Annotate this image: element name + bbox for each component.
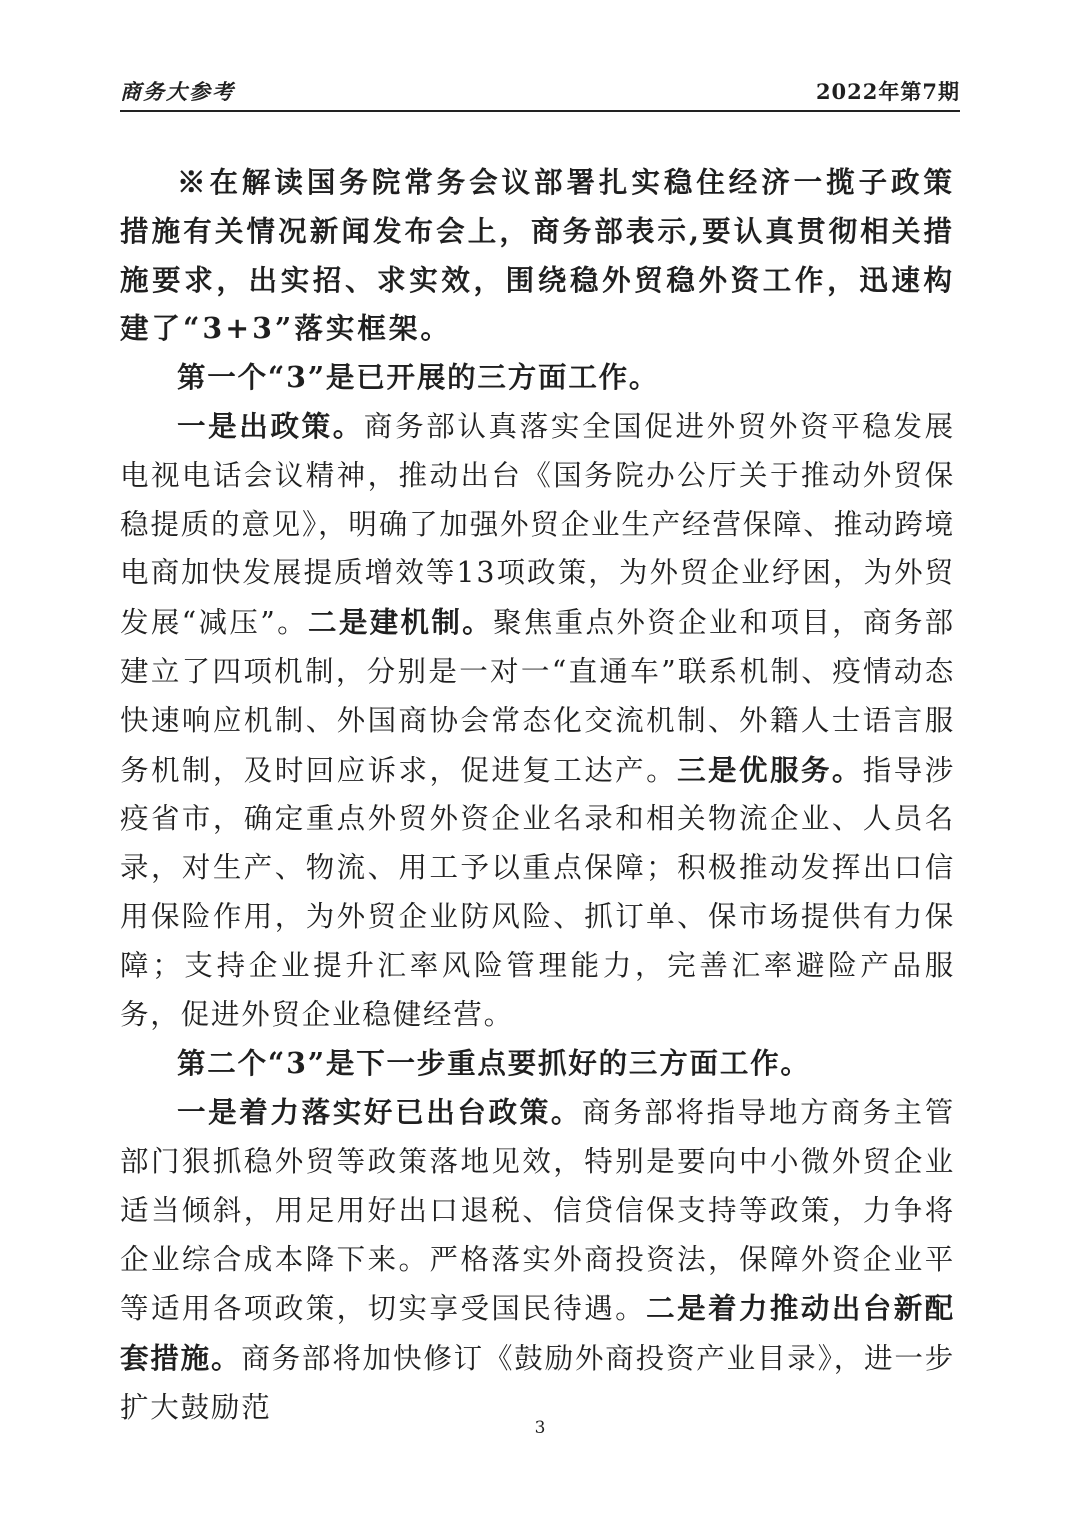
intro-paragraph: ※在解读国务院常务会议部署扎实稳住经济一揽子政策措施有关情况新闻发布会上，商务部表示,要认真贯彻相关措施要求，出实招、求实效，围绕稳外贸稳外资工作，迅速构建了“3+3”落实框架。	[120, 165, 955, 346]
section1-heading: 第一个“3”是已开展的三方面工作。	[177, 360, 660, 395]
section1-lead1: 一是出政策。	[177, 408, 364, 443]
issue-number: 2022年第7期	[815, 79, 960, 104]
section1-text1: 商务部认真落实全国促进外贸外资平稳发展电视电话会议精神，推动出台《国务院办公厅关于推动外贸保稳提质的意见》，明确了加强外贸企业生产经营保障、推动跨境电商加快发展提质增效等13项政策，为外贸企业纾困，为外贸发展“减压”。	[120, 409, 955, 640]
section2-text2: 商务部将加快修订《鼓励外商投资产业目录》，进一步扩大鼓励范	[120, 1342, 955, 1424]
section1-lead3: 三是优服务。	[677, 752, 863, 787]
article-body	[120, 158, 955, 1433]
section1-text3: 指导涉疫省市，确定重点外贸外资企业名录和相关物流企业、人员名录，对生产、物流、用工予以重点保障；积极推动发挥出口信用保险作用，为外贸企业防风险、抓订单、保市场提供有力保障；支持企业提升汇率风险管理能力，完善汇率避险产品服务，促进外贸企业稳健经营。	[120, 753, 955, 1031]
section2-heading: 第二个“3”是下一步重点要抓好的三方面工作。	[177, 1046, 811, 1081]
section2-text1: 商务部将指导地方商务主管部门狠抓稳外贸等政策落地见效，特别是要向中小微外贸企业适当倾斜，用足用好出口退税、信贷信保支持等政策，力争将企业综合成本降下来。严格落实外商投资法，保障外资企业平等适用各项政策，切实享受国民待遇。	[120, 1096, 955, 1326]
section1-lead2: 二是建机制。	[307, 605, 493, 640]
publication-name: 商务大参考	[120, 79, 235, 104]
section2-paragraph	[120, 1088, 955, 1433]
section2-lead2: 二是着力推动出台新配套措施。	[120, 1291, 955, 1376]
section1-text2: 聚焦重点外资企业和项目，商务部建立了四项机制，分别是一对一“直通车”联系机制、疫情动态快速响应机制、外国商协会常态化交流机制、外籍人士语言服务机制，及时回应诉求，促进复工达产。	[120, 606, 955, 787]
page-number: 3	[534, 1418, 546, 1438]
section2-lead1: 一是着力落实好已出台政策。	[177, 1095, 582, 1130]
section1-paragraph	[120, 402, 955, 1039]
page-header	[120, 70, 960, 112]
